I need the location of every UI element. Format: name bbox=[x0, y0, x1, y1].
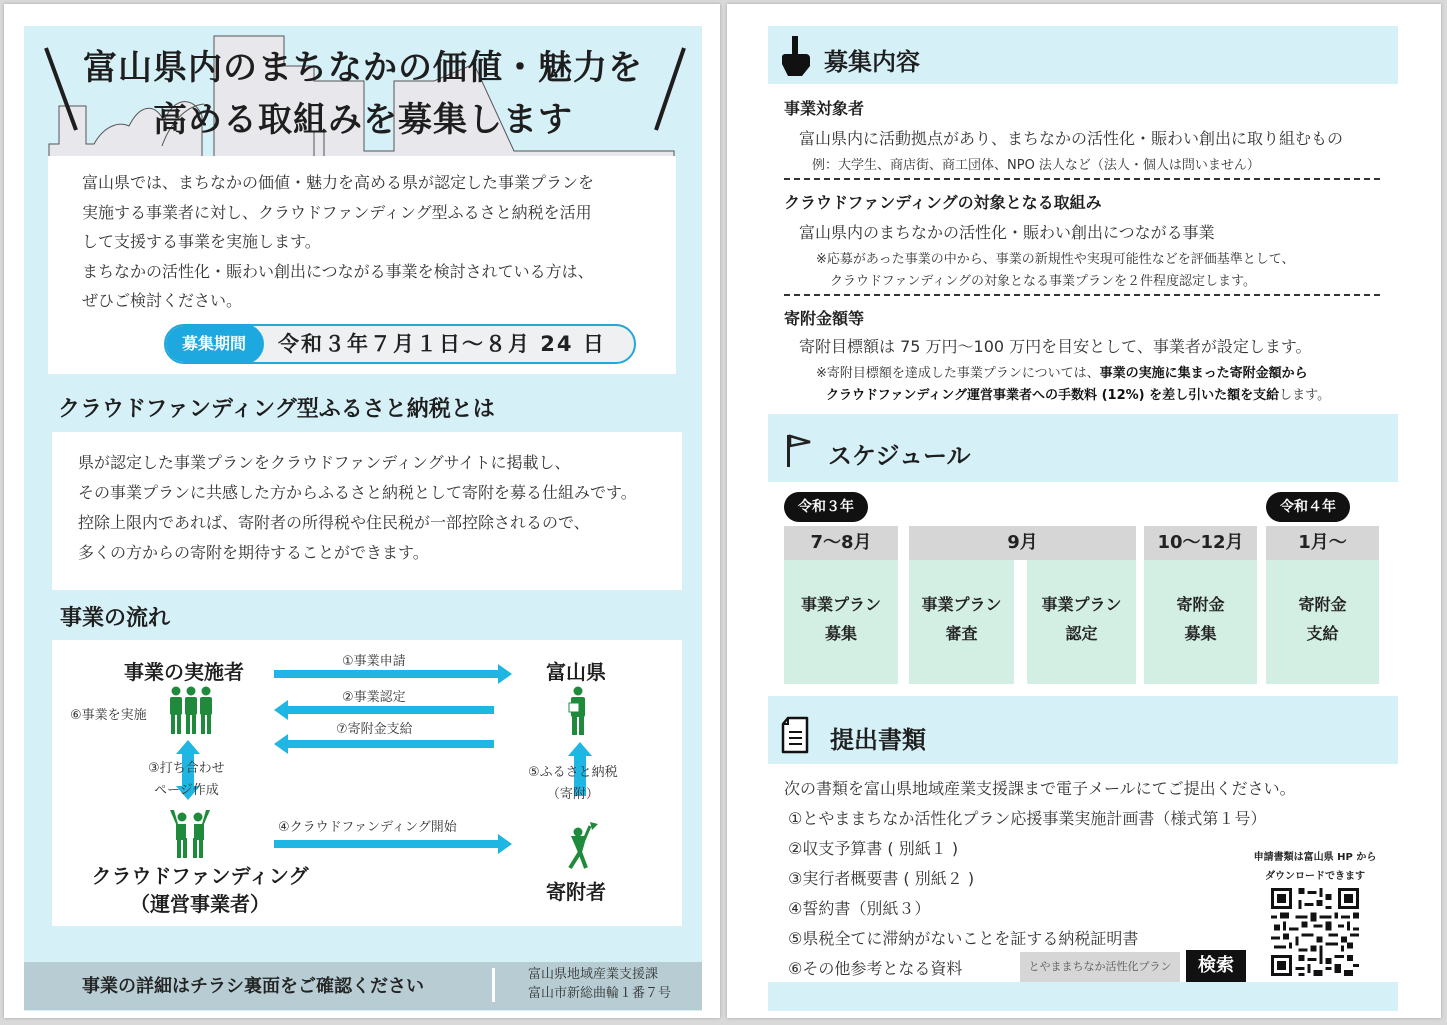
intro-line: まちなかの活性化・賑わい創出につながる事業を検討されている方は、 bbox=[82, 261, 594, 281]
step-3-line1: ③打ち合わせ bbox=[148, 761, 225, 776]
intro-line: 実施する事業者に対し、クラウドファンディング型ふるさと納税を活用 bbox=[82, 202, 592, 222]
cf-line: その事業プランに共感した方からふるさと納税として寄附を募る仕組みです。 bbox=[78, 483, 637, 502]
intro-box bbox=[48, 156, 676, 374]
initiatives-body: 富山県内のまちなかの活性化・賑わい創出につながる事業 bbox=[799, 223, 1215, 242]
arrow-certify bbox=[286, 706, 494, 714]
initiatives-heading: クラウドファンディングの対象となる取組み bbox=[784, 193, 1102, 212]
actor-platform-line2: （運営事業者） bbox=[130, 892, 270, 916]
cell-line2: 認定 bbox=[1065, 624, 1098, 643]
footer-message: 事業の詳細はチラシ裏面をご確認ください bbox=[82, 976, 424, 997]
intro-line: 富山県では、まちなかの価値・魅力を高める県が認定した事業プランを bbox=[82, 173, 595, 192]
flag-icon bbox=[786, 434, 812, 468]
cell-line1: 事業プラン bbox=[1041, 595, 1122, 614]
actor-implementer: 事業の実施者 bbox=[124, 660, 244, 684]
month-oct-dec: 10～12月 bbox=[1144, 526, 1257, 560]
step-4-label: ④クラウドファンディング開始 bbox=[278, 820, 457, 835]
hero-title-line2: 高める取組みを募集します bbox=[153, 100, 573, 140]
step-6-label: ⑥事業を実施 bbox=[70, 708, 147, 723]
document-item: ③実行者概要書 ( 別紙２ ) bbox=[788, 869, 975, 888]
cf-line: 県が認定した事業プランをクラウドファンディングサイトに掲載し、 bbox=[78, 453, 571, 472]
schedule-title: スケジュール bbox=[828, 442, 971, 470]
document-item: ⑤県税全てに滞納がないことを証する納税証明書 bbox=[788, 929, 1139, 948]
schedule-donation-recruit bbox=[1144, 560, 1257, 684]
recruitment-period bbox=[164, 324, 636, 364]
donation-note1 bbox=[816, 362, 1308, 381]
official-person-icon bbox=[566, 686, 590, 736]
recruit-title: 募集内容 bbox=[824, 48, 920, 76]
intro-line: して支援する事業を実施します。 bbox=[82, 232, 321, 251]
cell-line2: 支給 bbox=[1306, 624, 1339, 643]
hero-title-line1: 富山県内のまちなかの価値・魅力を bbox=[83, 48, 643, 88]
step-5-line1: ⑤ふるさと納税 bbox=[528, 765, 618, 780]
intro-line: ぜひご検討ください。 bbox=[82, 291, 243, 310]
arrow-cf-start bbox=[274, 840, 500, 848]
document-item: ⑥その他参考となる資料 bbox=[788, 959, 963, 978]
intro-text bbox=[82, 168, 594, 316]
arrow-apply bbox=[274, 670, 500, 678]
qr-caption-line2: ダウンロードできます bbox=[1265, 871, 1365, 882]
flyer-front-page bbox=[4, 4, 720, 1018]
schedule-plan-review bbox=[909, 560, 1014, 684]
donation-body: 寄附目標額は 75 万円～100 万円を目安として、事業者が設定します。 bbox=[799, 337, 1312, 356]
footer-address: 富山市新総曲輪１番７号 bbox=[528, 986, 672, 1001]
step-2-label: ②事業認定 bbox=[342, 690, 406, 705]
search-button: 検索 bbox=[1186, 950, 1246, 982]
qr-code-icon bbox=[1270, 888, 1360, 976]
actor-platform bbox=[70, 862, 330, 918]
actor-platform-line1: クラウドファンディング bbox=[91, 864, 309, 888]
schedule-plan-certify bbox=[1027, 560, 1136, 684]
donation-note2-bold: クラウドファンディング運営事業者への手数料 (12%) を差し引いた額を支給 bbox=[826, 388, 1280, 403]
donor-with-flag-icon bbox=[560, 820, 600, 872]
footer-bar bbox=[24, 962, 702, 1010]
target-body: 富山県内に活動拠点があり、まちなかの活性化・賑わい創出に取り組むもの bbox=[799, 129, 1344, 148]
qr-caption-line1: 申請書類は富山県 HP から bbox=[1253, 852, 1377, 863]
cf-line: 控除上限内であれば、寄附者の所得税や住民税が一部控除されるので、 bbox=[78, 513, 590, 532]
divider bbox=[784, 178, 1380, 180]
cheering-people-icon bbox=[168, 808, 212, 860]
cell-line1: 事業プラン bbox=[921, 595, 1002, 614]
target-example: 例：大学生、商店街、商工団体、NPO 法人など（法人・個人は問いません） bbox=[812, 158, 1260, 173]
documents-intro: 次の書類を富山県地域産業支援課まで電子メールにてご提出ください。 bbox=[784, 779, 1296, 798]
cf-section-title: クラウドファンディング型ふるさと納税とは bbox=[58, 397, 495, 422]
cell-line2: 募集 bbox=[824, 624, 857, 643]
document-item: ①とやままちなか活性化プラン応援事業実施計画書（様式第１号） bbox=[788, 809, 1267, 828]
month-jan: 1月～ bbox=[1266, 526, 1379, 560]
step-3-label bbox=[148, 758, 225, 802]
actor-donor: 寄附者 bbox=[546, 880, 606, 904]
schedule-timeline bbox=[768, 482, 1398, 696]
donation-heading: 寄附金額等 bbox=[784, 309, 865, 328]
document-icon bbox=[780, 716, 810, 754]
initiatives-note1: ※応募があった事業の中から、事業の新規性や実現可能性などを評価基準として、 bbox=[816, 252, 1295, 267]
donation-note1-plain: ※寄附目標額を達成した事業プランについては、 bbox=[816, 366, 1100, 381]
donation-note1-bold: 事業の実施に集まった寄附金額から bbox=[1099, 366, 1308, 381]
flyer-back-page bbox=[727, 4, 1441, 1018]
period-value: 令和３年７月１日～８月 24 日 bbox=[278, 332, 606, 356]
donation-note2-plain: します。 bbox=[1279, 388, 1331, 403]
footer-org-name: 富山県地域産業支援課 bbox=[528, 967, 659, 982]
hero-title bbox=[24, 42, 702, 146]
pointing-hand-icon bbox=[780, 34, 812, 78]
cf-description bbox=[78, 448, 637, 568]
cf-line: 多くの方からの寄附を期待することができます。 bbox=[78, 543, 429, 562]
period-badge: 募集期間 bbox=[164, 324, 264, 364]
documents-title: 提出書類 bbox=[830, 726, 926, 754]
flow-diagram bbox=[52, 640, 682, 926]
cell-line1: 事業プラン bbox=[800, 595, 881, 614]
cell-line2: 審査 bbox=[945, 624, 978, 643]
cell-line1: 寄附金 bbox=[1298, 595, 1347, 614]
back-panel bbox=[768, 26, 1398, 1011]
step-5-label bbox=[528, 762, 618, 806]
search-keyword-box: とやままちなか活性化プラン bbox=[1020, 952, 1180, 982]
step-7-label: ⑦寄附金支給 bbox=[336, 722, 413, 737]
month-jul-aug: 7～8月 bbox=[784, 526, 898, 560]
year-start-badge: 令和３年 bbox=[784, 492, 868, 522]
schedule-donation-payout bbox=[1266, 560, 1379, 684]
target-heading: 事業対象者 bbox=[784, 99, 865, 118]
footer-divider bbox=[492, 968, 495, 1002]
document-item: ④誓約書（別紙３） bbox=[788, 899, 931, 918]
arrow-payout bbox=[286, 740, 494, 748]
cell-line1: 寄附金 bbox=[1176, 595, 1225, 614]
year-end-badge: 令和４年 bbox=[1266, 492, 1350, 522]
front-panel bbox=[24, 26, 702, 1011]
recruit-box bbox=[768, 84, 1398, 414]
document-item: ②収支予算書 ( 別紙１ ) bbox=[788, 839, 959, 858]
qr-caption bbox=[1230, 848, 1400, 886]
donation-note2 bbox=[826, 384, 1330, 403]
actor-prefecture: 富山県 bbox=[546, 660, 606, 684]
step-5-line2: （寄附） bbox=[546, 787, 599, 802]
step-3-line2: ページ作成 bbox=[153, 783, 219, 798]
schedule-plan-recruit bbox=[784, 560, 898, 684]
cf-section-box bbox=[52, 432, 682, 590]
step-1-label: ①事業申請 bbox=[342, 654, 406, 669]
footer-contact bbox=[528, 965, 671, 1003]
group-people-icon bbox=[168, 686, 214, 736]
flow-section-title: 事業の流れ bbox=[60, 606, 171, 631]
initiatives-note2: クラウドファンディングの対象となる事業プランを２件程度認定します。 bbox=[830, 274, 1257, 289]
cell-line2: 募集 bbox=[1184, 624, 1217, 643]
documents-box bbox=[768, 764, 1398, 982]
divider bbox=[784, 294, 1380, 296]
month-sep: 9月 bbox=[909, 526, 1136, 560]
